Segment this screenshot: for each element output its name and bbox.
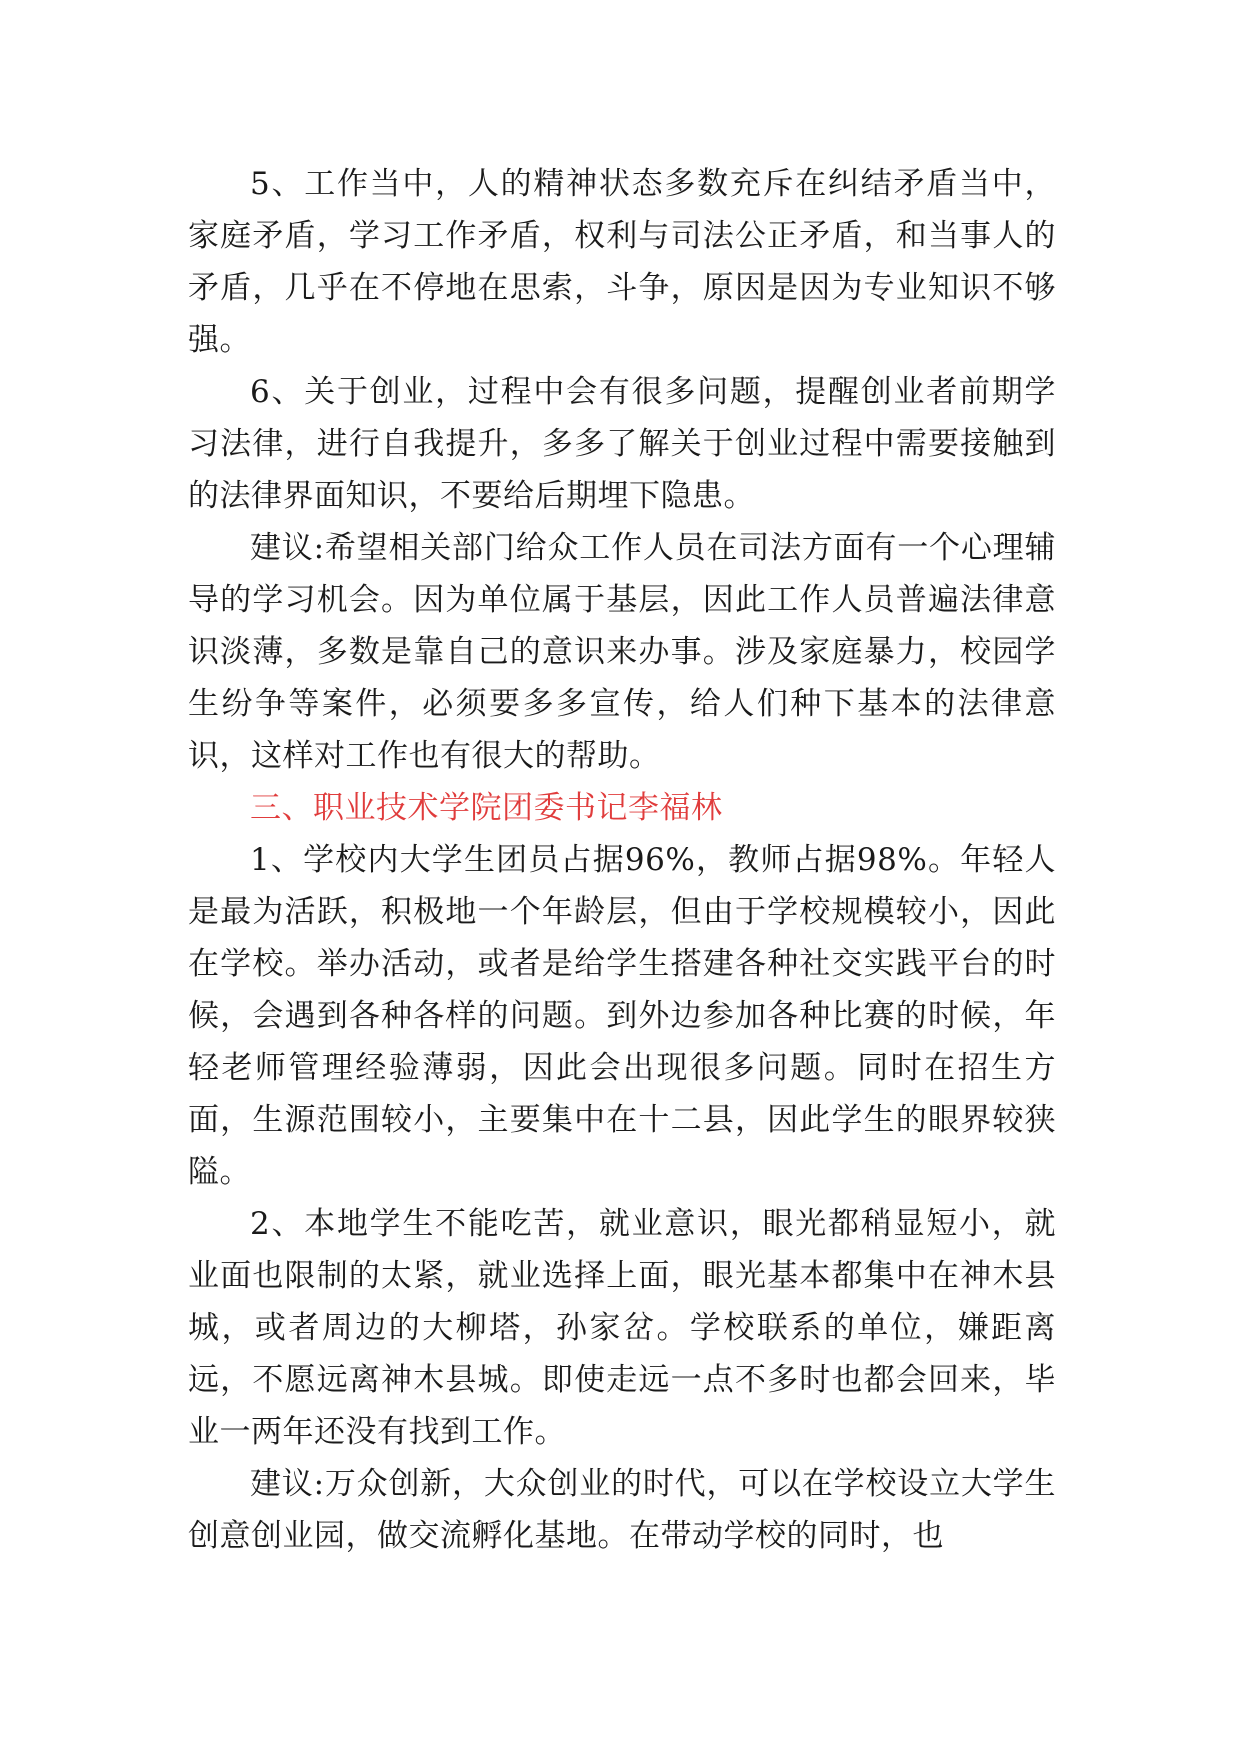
paragraph-item-5: 5、工作当中，人的精神状态多数充斥在纠结矛盾当中，家庭矛盾，学习工作矛盾，权利与司法公正矛盾，和当事人的矛盾，几乎在不停地在思索，斗争，原因是因为专业知识不够强。 xyxy=(188,166,1056,358)
paragraph-suggestion-2: 建议:万众创新，大众创业的时代，可以在学校设立大学生创意创业园，做交流孵化基地。在带动学校的同时，也 xyxy=(188,1466,1056,1554)
document-body xyxy=(188,158,1056,1562)
paragraph-item-6: 6、关于创业，过程中会有很多问题，提醒创业者前期学习法律，进行自我提升，多多了解关于创业过程中需要接触到的法律界面知识，不要给后期埋下隐患。 xyxy=(188,374,1056,514)
paragraph-suggestion-1: 建议:希望相关部门给众工作人员在司法方面有一个心理辅导的学习机会。因为单位属于基层，因此工作人员普遍法律意识淡薄，多数是靠自己的意识来办事。涉及家庭暴力，校园学生纷争等案件，必须要多多宣传，给人们种下基本的法律意识，这样对工作也有很大的帮助。 xyxy=(188,530,1056,774)
paragraph-item-2: 2、本地学生不能吃苦，就业意识，眼光都稍显短小，就业面也限制的太紧，就业选择上面，眼光基本都集中在神木县城，或者周边的大柳塔，孙家岔。学校联系的单位，嫌距离远，不愿远离神木县城。即使走远一点不多时也都会回来，毕业一两年还没有找到工作。 xyxy=(188,1206,1056,1450)
section-heading: 三、职业技术学院团委书记李福林 xyxy=(250,790,723,826)
paragraph-item-1: 1、学校内大学生团员占据96%，教师占据98%。年轻人是最为活跃，积极地一个年龄层，但由于学校规模较小，因此在学校。举办活动，或者是给学生搭建各种社交实践平台的时候，会遇到各种各样的问题。到外边参加各种比赛的时候，年轻老师管理经验薄弱，因此会出现很多问题。同时在招生方面，生源范围较小，主要集中在十二县，因此学生的眼界较狭隘。 xyxy=(188,842,1056,1190)
